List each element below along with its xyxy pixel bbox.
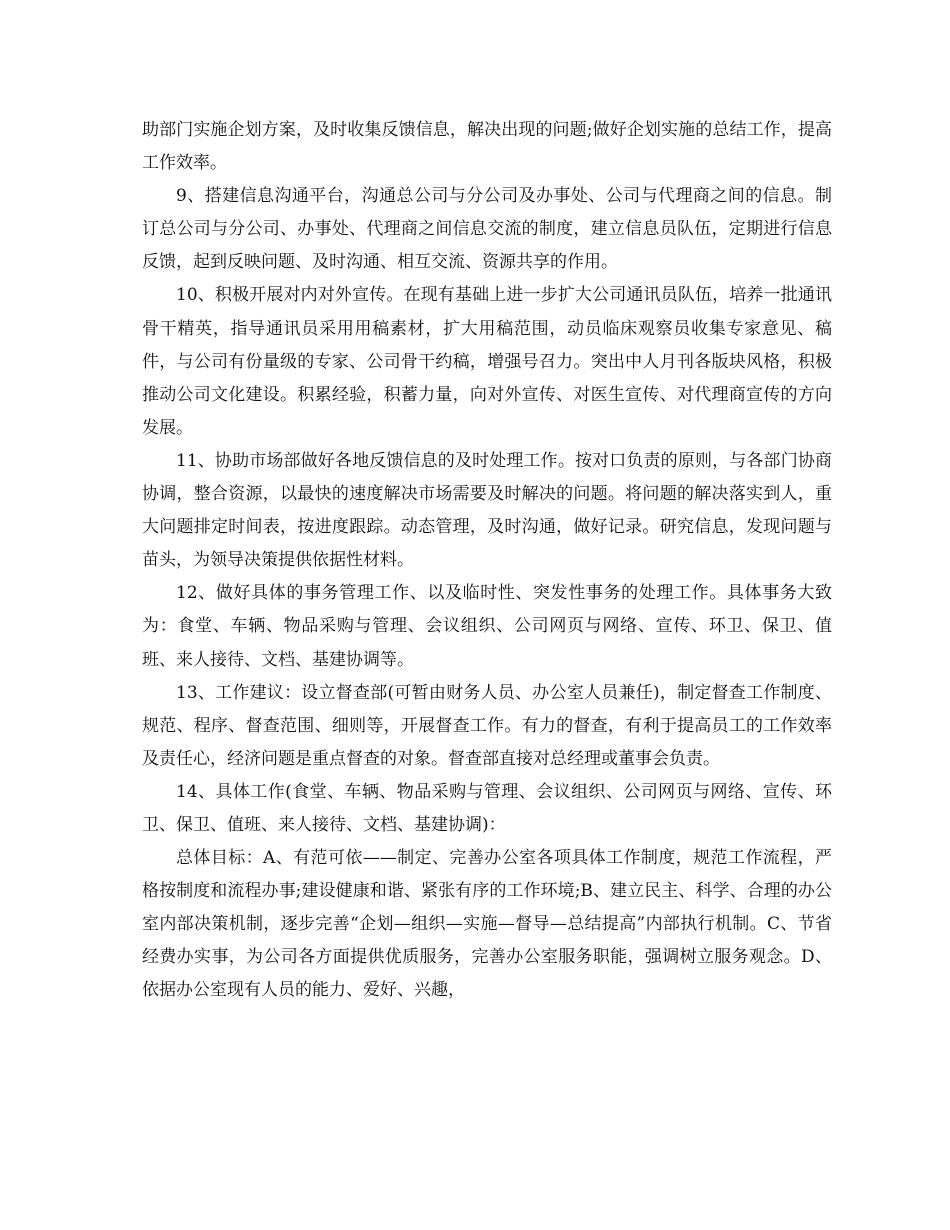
paragraph-7: 14、具体工作(食堂、车辆、物品采购与管理、会议组织、公司网页与网络、宣传、环卫、保卫、值班、来人接待、文档、基建协调)：: [142, 781, 832, 835]
paragraph-4: 11、协助市场部做好各地反馈信息的及时处理工作。按对口负责的原则，与各部门协商协调，整合资源，以最快的速度解决市场需要及时解决的问题。将问题的解决落实到人，重大问题排定时间表，按进度跟踪。动态管理，及时沟通，做好记录。研究信息，发现问题与苗头，为领导决策提供依据性材料。: [142, 450, 832, 571]
paragraph-2: 9、搭建信息沟通平台，沟通总公司与分公司及办事处、公司与代理商之间的信息。制订总公司与分公司、办事处、代理商之间信息交流的制度，建立信息员队伍，定期进行信息反馈，起到反映问题、及时沟通、相互交流、资源共享的作用。: [142, 186, 832, 273]
paragraph-3: 10、积极开展对内对外宣传。在现有基础上进一步扩大公司通讯员队伍，培养一批通讯骨干精英，指导通讯员采用用稿素材，扩大用稿范围，动员临床观察员收集专家意见、稿件，与公司有份量级的专家、公司骨干约稿，增强号召力。突出中人月刊各版块风格，积极推动公司文化建设。积累经验，积蓄力量，向对外宣传、对医生宣传、对代理商宣传的方向发展。: [142, 285, 832, 438]
paragraph-8: 总体目标：A、有范可依——制定、完善办公室各项具体工作制度，规范工作流程，严格按制度和流程办事;建设健康和谐、紧张有序的工作环境;B、建立民主、科学、合理的办公室内部决策机制，逐步完善“企划—组织—实施—督导—总结提高”内部执行机制。C、节省经费办实事，为公司各方面提供优质服务，完善办公室服务职能，强调树立服务观念。D、依据办公室现有人员的能力、爱好、兴趣，: [142, 848, 832, 1001]
paragraph-5: 12、做好具体的事务管理工作、以及临时性、突发性事务的处理工作。具体事务大致为：食堂、车辆、物品采购与管理、会议组织、公司网页与网络、宣传、环卫、保卫、值班、来人接待、文档、基建协调等。: [142, 583, 832, 670]
document-body: [142, 114, 832, 1008]
paragraph-1: 助部门实施企划方案，及时收集反馈信息，解决出现的问题;做好企划实施的总结工作，提高工作效率。: [142, 120, 832, 174]
paragraph-6: 13、工作建议：设立督查部(可暂由财务人员、办公室人员兼任)，制定督查工作制度、规范、程序、督查范围、细则等，开展督查工作。有力的督查，有利于提高员工的工作效率及责任心，经济问题是重点督查的对象。督查部直接对总经理或董事会负责。: [142, 682, 832, 769]
